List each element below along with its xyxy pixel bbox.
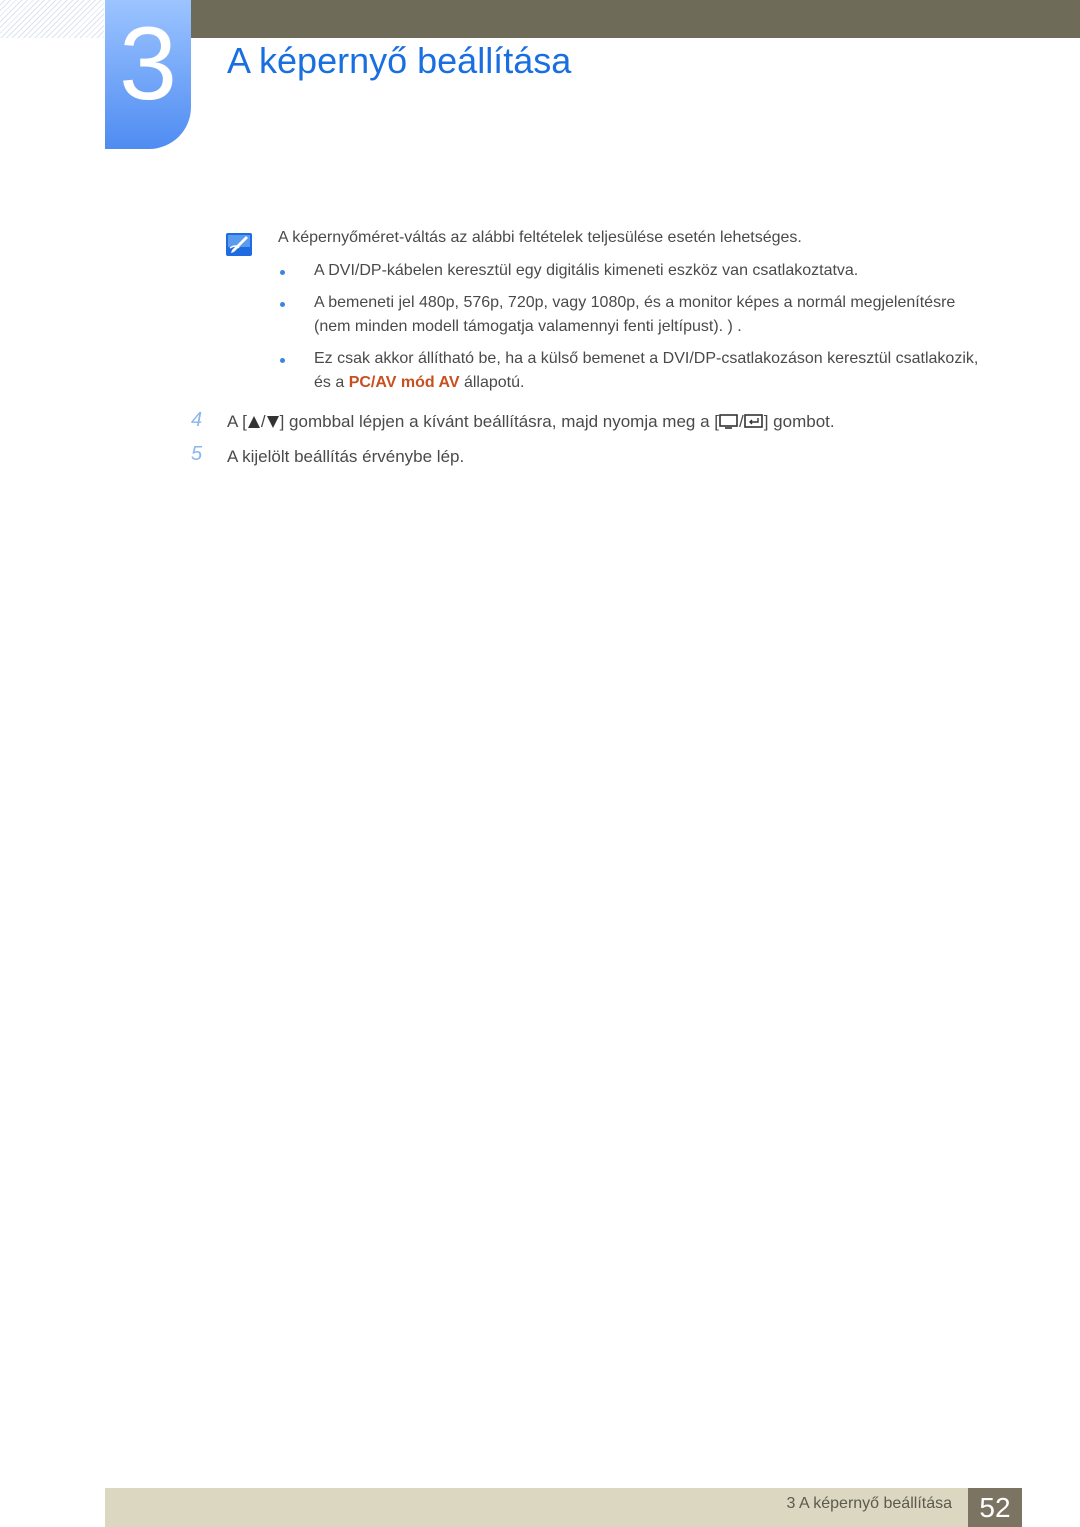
up-arrow-icon [247,415,261,429]
menu-option-highlight: PC/AV mód AV [348,374,460,391]
note-pen-icon [226,230,252,256]
bullet-item-2-line2: (nem minden modell támogatja valamennyi fenti jeltípust). ) . [314,318,742,335]
page-number: 52 [968,1488,1022,1527]
step-5-text: A kijelölt beállítás érvénybe lép. [227,447,465,466]
bullet-item-3-post: állapotú. [459,374,525,391]
step-4-mid: ] gombbal lépjen a kívánt beállításra, majd nyomja meg a [ [279,412,719,431]
down-arrow-icon [266,415,280,429]
step-4-post: ] gombot. [763,412,835,431]
note-text: A képernyőméret-váltás az alábbi feltételek teljesülése esetén lehetséges. [278,229,802,246]
bullet-item-1: A DVI/DP-kábelen keresztül egy digitális kimeneti eszköz van csatlakoztatva. [314,262,859,279]
bullet-dot [280,270,285,275]
footer-section-label: 3 A képernyő beállítása [786,1495,952,1512]
step-number-4: 4 [191,409,203,431]
decorative-hatch [0,0,104,38]
bullet-item-3-pre: és a [314,374,349,391]
step-4-sep: / [260,412,266,431]
step-number-5: 5 [191,443,203,465]
chapter-number: 3 [119,6,177,122]
step-4-pre: A [ [227,412,247,431]
chapter-number-box [105,0,191,149]
enter-button-icon [744,413,764,429]
step-4-text [227,412,835,432]
bullet-dot [280,302,285,307]
step-4-sep2: / [739,412,744,431]
bullet-dot [280,358,285,363]
bullet-item-3-line1: Ez csak akkor állítható be, ha a külső bemenet a DVI/DP-csatlakozáson keresztül csatlakozik, [314,350,979,367]
chapter-title: A képernyő beállítása [227,40,572,81]
bullet-item-2-line1: A bemeneti jel 480p, 576p, 720p, vagy 1080p, és a monitor képes a normál megjelenítésre [314,294,956,311]
bullet-item-3-line2 [314,374,524,392]
header-bar [190,0,1080,38]
source-button-icon [719,413,739,429]
